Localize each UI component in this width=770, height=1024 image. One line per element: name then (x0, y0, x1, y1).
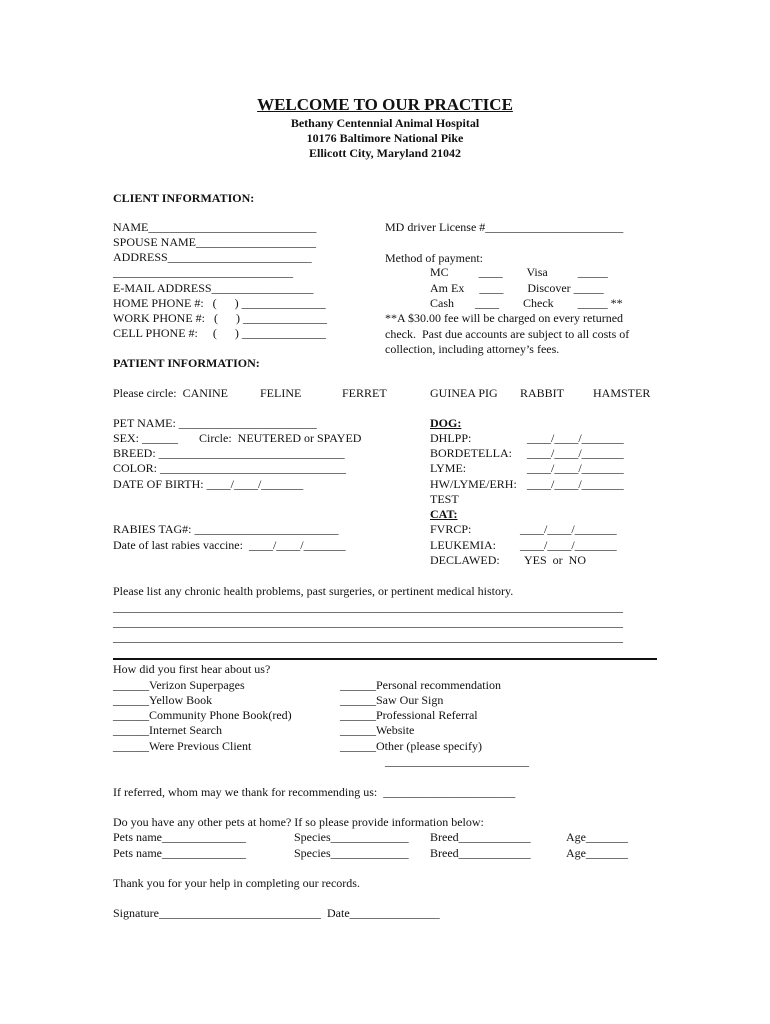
other-specify-field[interactable]: ________________________ (385, 754, 529, 768)
address-line2-field[interactable]: ______________________________ (113, 265, 293, 279)
dog-vaccine-label: HW/LYME/ERH: (430, 477, 517, 491)
cat-heading: CAT: (430, 507, 458, 521)
dog-vaccine-label: DHLPP: (430, 431, 472, 445)
other-pets-prompt: Do you have any other pets at home? If so please provide information below: (113, 815, 484, 829)
referrer-field[interactable]: If referred, whom may we thank for recommending us: ______________________ (113, 785, 516, 799)
medical-history-line[interactable]: _____________________________________________________________________________________ (113, 600, 623, 614)
hospital-name: Bethany Centennial Animal Hospital (290, 116, 480, 130)
species-option-rabbit[interactable]: RABBIT (520, 386, 565, 400)
referral-option[interactable]: ______Professional Referral (340, 708, 478, 722)
declawed-choice[interactable]: YES or NO (524, 553, 586, 567)
other-pet-name-field[interactable]: Pets name______________ (113, 830, 246, 844)
medical-history-line[interactable]: _____________________________________________________________________________________ (113, 615, 623, 629)
species-option-guinea-pig[interactable]: GUINEA PIG (430, 386, 498, 400)
referral-option[interactable]: ______Yellow Book (113, 693, 213, 707)
hospital-city: Ellicott City, Maryland 21042 (309, 146, 461, 160)
fee-note-line-3: collection, including attorney’s fees. (385, 342, 560, 356)
hospital-street: 10176 Baltimore National Pike (306, 131, 464, 145)
cell-phone-field[interactable]: CELL PHONE #: ( ) ______________ (113, 326, 326, 340)
cat-vaccine-label: FVRCP: (430, 522, 472, 536)
payment-row-3[interactable]: Cash ____ Check _____ ** (430, 296, 623, 310)
address-field[interactable]: ADDRESS________________________ (113, 250, 312, 264)
dog-vaccine-date-field[interactable]: ____/____/_______ (527, 446, 624, 460)
other-pet-species-field[interactable]: Species_____________ (294, 830, 409, 844)
other-pet-age-field[interactable]: Age_______ (566, 830, 628, 844)
form-title: WELCOME TO OUR PRACTICE (257, 95, 513, 114)
other-pet-age-field[interactable]: Age_______ (566, 846, 628, 860)
email-field[interactable]: E-MAIL ADDRESS_________________ (113, 281, 314, 295)
other-pet-breed-field[interactable]: Breed____________ (430, 830, 531, 844)
breed-field[interactable]: BREED: _______________________________ (113, 446, 345, 460)
referral-option[interactable]: ______Website (340, 723, 415, 737)
dog-vaccine-label: LYME: (430, 461, 467, 475)
species-option-hamster[interactable]: HAMSTER (593, 386, 651, 400)
thank-you-note: Thank you for your help in completing our records. (113, 876, 360, 890)
referral-option[interactable]: ______Personal recommendation (340, 678, 501, 692)
species-option-feline[interactable]: FELINE (260, 386, 302, 400)
referral-option[interactable]: ______Verizon Superpages (113, 678, 245, 692)
dog-vaccine-date-field[interactable]: ____/____/_______ (527, 477, 624, 491)
referral-option[interactable]: ______Other (please specify) (340, 739, 482, 753)
payment-method-label: Method of payment: (385, 251, 483, 265)
cat-vaccine-label: LEUKEMIA: (430, 538, 496, 552)
work-phone-field[interactable]: WORK PHONE #: ( ) ______________ (113, 311, 327, 325)
cat-vaccine-date-field[interactable]: ____/____/_______ (520, 522, 617, 536)
referral-option[interactable]: ______Internet Search (113, 723, 222, 737)
name-field[interactable]: NAME____________________________ (113, 220, 317, 234)
home-phone-field[interactable]: HOME PHONE #: ( ) ______________ (113, 296, 326, 310)
payment-row-1[interactable]: MC ____ Visa _____ (430, 265, 608, 279)
referral-option[interactable]: ______Saw Our Sign (340, 693, 444, 707)
fee-note-line-1: **A $30.00 fee will be charged on every returned (385, 311, 624, 325)
signature-date-field[interactable]: Signature___________________________ Date_______________ (113, 906, 440, 920)
sex-field[interactable]: SEX: ______ Circle: NEUTERED or SPAYED (113, 431, 362, 445)
other-pet-species-field[interactable]: Species_____________ (294, 846, 409, 860)
fee-note-line-2: check. Past due accounts are subject to all costs of (385, 327, 630, 341)
color-field[interactable]: COLOR: _______________________________ (113, 461, 347, 475)
date-of-birth-field[interactable]: DATE OF BIRTH: ____/____/_______ (113, 477, 304, 491)
payment-row-2[interactable]: Am Ex ____ Discover _____ (430, 281, 604, 295)
patient-info-heading: PATIENT INFORMATION: (113, 356, 260, 370)
dog-vaccine-label: BORDETELLA: (430, 446, 512, 460)
medical-history-line[interactable]: _____________________________________________________________________________________ (113, 630, 623, 644)
rabies-date-field[interactable]: Date of last rabies vaccine: ____/____/_______ (113, 538, 346, 552)
driver-license-field[interactable]: MD driver License #_______________________ (385, 220, 624, 234)
circle-species-label[interactable]: Please circle: CANINE (113, 386, 228, 400)
other-pet-breed-field[interactable]: Breed____________ (430, 846, 531, 860)
pet-name-field[interactable]: PET NAME: _______________________ (113, 416, 317, 430)
species-option-ferret[interactable]: FERRET (342, 386, 387, 400)
referral-option[interactable]: ______Were Previous Client (113, 739, 252, 753)
referral-question: How did you first hear about us? (113, 662, 271, 676)
section-divider (113, 658, 657, 660)
declawed-label: DECLAWED: (430, 553, 500, 567)
dog-test-label: TEST (430, 492, 459, 506)
medical-history-prompt: Please list any chronic health problems, past surgeries, or pertinent medical history. (113, 584, 514, 598)
other-pet-name-field[interactable]: Pets name______________ (113, 846, 246, 860)
referral-option[interactable]: ______Community Phone Book(red) (113, 708, 292, 722)
rabies-tag-field[interactable]: RABIES TAG#: ________________________ (113, 522, 339, 536)
dog-heading: DOG: (430, 416, 462, 430)
client-info-heading: CLIENT INFORMATION: (113, 191, 255, 205)
dog-vaccine-date-field[interactable]: ____/____/_______ (527, 461, 624, 475)
dog-vaccine-date-field[interactable]: ____/____/_______ (527, 431, 624, 445)
spouse-name-field[interactable]: SPOUSE NAME____________________ (113, 235, 317, 249)
cat-vaccine-date-field[interactable]: ____/____/_______ (520, 538, 617, 552)
